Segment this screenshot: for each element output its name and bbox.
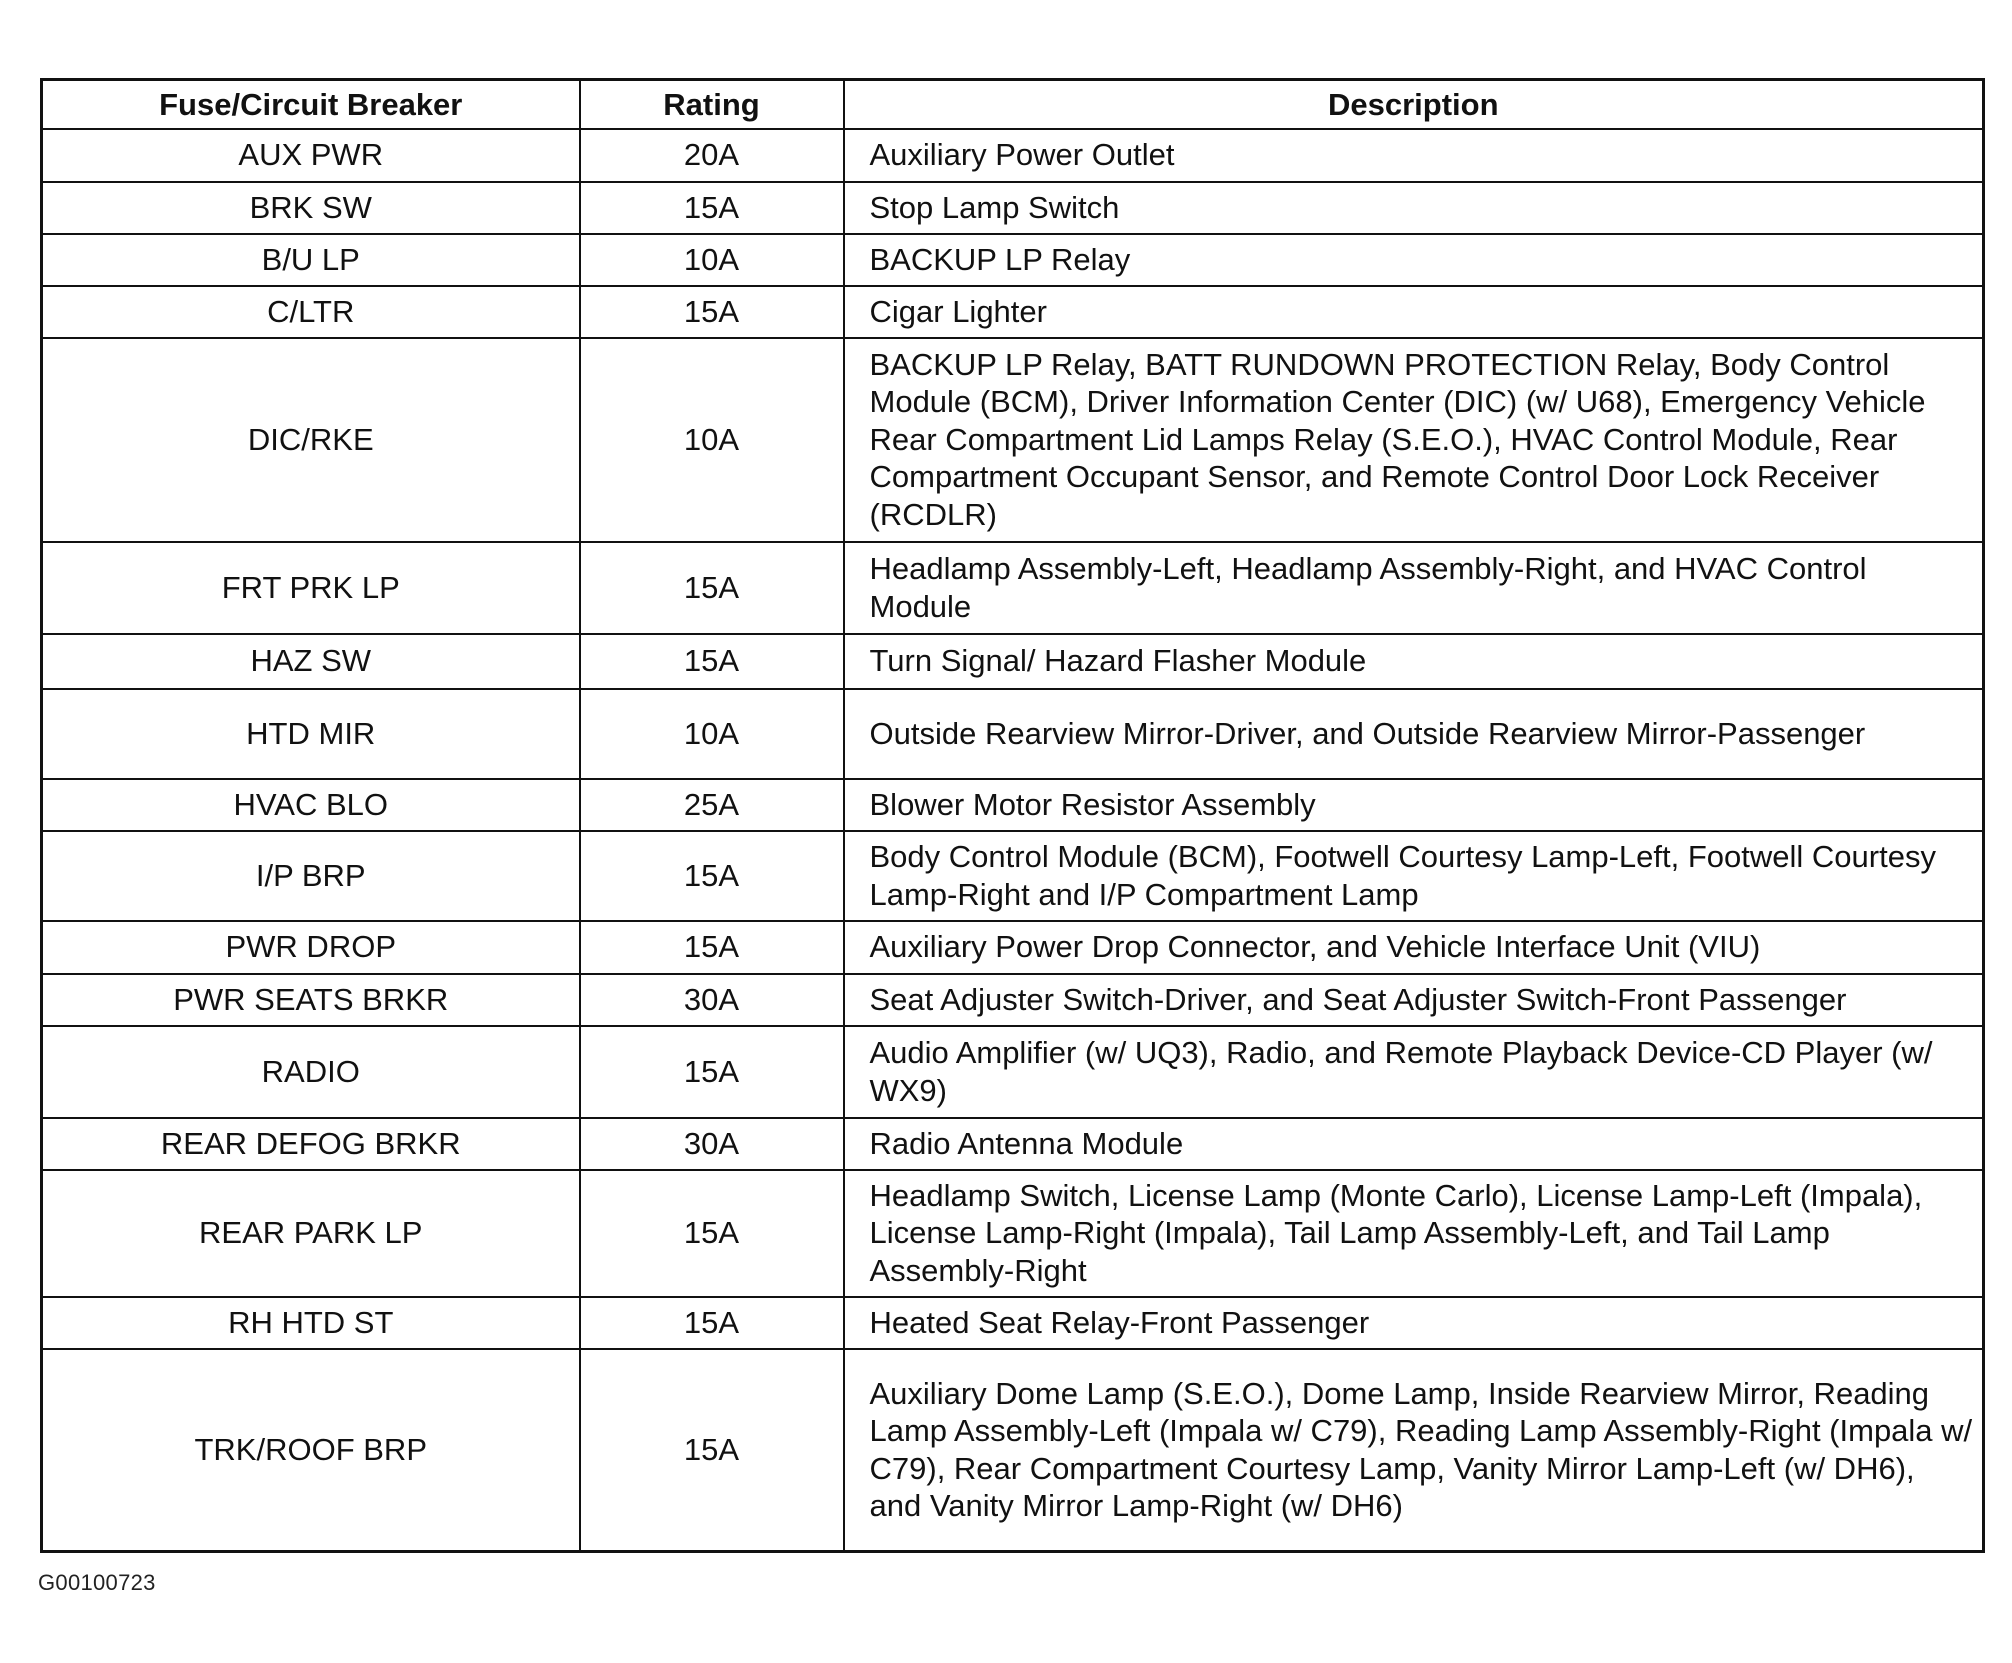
header-rating: Rating — [580, 80, 844, 129]
table-row — [42, 286, 1984, 338]
rating-cell: 25A — [580, 779, 844, 831]
description-cell: BACKUP LP Relay, BATT RUNDOWN PROTECTION Relay, Body Control Module (BCM), Driver Information Center (DIC) (w/ U68), Emergency Vehicle Rear Compartment Lid Lamps Relay (S.E.O.), HVAC Control Module, Rear Compartment Occupant Sensor, and Remote Control Door Lock Receiver (RCDLR) — [844, 338, 1984, 542]
description-cell: Seat Adjuster Switch-Driver, and Seat Adjuster Switch-Front Passenger — [844, 974, 1984, 1026]
fuse-cell: REAR PARK LP — [42, 1170, 580, 1297]
fuse-cell: HAZ SW — [42, 634, 580, 689]
description-cell: Stop Lamp Switch — [844, 182, 1984, 234]
rating-cell: 15A — [580, 542, 844, 634]
header-description: Description — [844, 80, 1984, 129]
description-cell: Auxiliary Dome Lamp (S.E.O.), Dome Lamp, Inside Rearview Mirror, Reading Lamp Assembly-Left (Impala w/ C79), Reading Lamp Assembly-Right (Impala w/ C79), Rear Compartment Courtesy Lamp, Vanity Mirror Lamp-Left (w/ DH6), and Vanity Mirror Lamp-Right (w/ DH6) — [844, 1349, 1984, 1552]
description-cell: BACKUP LP Relay — [844, 234, 1984, 286]
description-cell: Outside Rearview Mirror-Driver, and Outside Rearview Mirror-Passenger — [844, 689, 1984, 779]
description-cell: Blower Motor Resistor Assembly — [844, 779, 1984, 831]
fuse-cell: BRK SW — [42, 182, 580, 234]
description-cell: Body Control Module (BCM), Footwell Courtesy Lamp-Left, Footwell Courtesy Lamp-Right and I/P Compartment Lamp — [844, 831, 1984, 921]
table-row — [42, 921, 1984, 974]
fuse-cell: HTD MIR — [42, 689, 580, 779]
rating-cell: 10A — [580, 338, 844, 542]
table-row — [42, 1170, 1984, 1297]
fuse-cell: TRK/ROOF BRP — [42, 1349, 580, 1552]
rating-cell: 10A — [580, 234, 844, 286]
table-row — [42, 831, 1984, 921]
rating-cell: 20A — [580, 129, 844, 182]
fuse-cell: FRT PRK LP — [42, 542, 580, 634]
table-row — [42, 1297, 1984, 1349]
description-cell: Radio Antenna Module — [844, 1118, 1984, 1170]
rating-cell: 15A — [580, 831, 844, 921]
table-row — [42, 1349, 1984, 1552]
rating-cell: 15A — [580, 286, 844, 338]
rating-cell: 30A — [580, 1118, 844, 1170]
fuse-cell: RH HTD ST — [42, 1297, 580, 1349]
rating-cell: 15A — [580, 921, 844, 974]
table-row — [42, 1026, 1984, 1118]
table-row — [42, 634, 1984, 689]
rating-cell: 15A — [580, 634, 844, 689]
table-row — [42, 182, 1984, 234]
description-cell: Headlamp Assembly-Left, Headlamp Assembly-Right, and HVAC Control Module — [844, 542, 1984, 634]
header-fuse: Fuse/Circuit Breaker — [42, 80, 580, 129]
rating-cell: 30A — [580, 974, 844, 1026]
fuse-cell: C/LTR — [42, 286, 580, 338]
rating-cell: 15A — [580, 1026, 844, 1118]
table-row — [42, 234, 1984, 286]
table-row — [42, 1118, 1984, 1170]
fuse-cell: PWR SEATS BRKR — [42, 974, 580, 1026]
table-row — [42, 779, 1984, 831]
rating-cell: 15A — [580, 1170, 844, 1297]
table-row — [42, 338, 1984, 542]
table-row — [42, 689, 1984, 779]
description-cell: Auxiliary Power Drop Connector, and Vehicle Interface Unit (VIU) — [844, 921, 1984, 974]
rating-cell: 15A — [580, 182, 844, 234]
figure-id: G00100723 — [38, 1570, 156, 1595]
fuse-cell: PWR DROP — [42, 921, 580, 974]
fuse-cell: AUX PWR — [42, 129, 580, 182]
description-cell: Auxiliary Power Outlet — [844, 129, 1984, 182]
rating-cell: 10A — [580, 689, 844, 779]
header-row — [42, 80, 1984, 129]
description-cell: Audio Amplifier (w/ UQ3), Radio, and Remote Playback Device-CD Player (w/ WX9) — [844, 1026, 1984, 1118]
description-cell: Cigar Lighter — [844, 286, 1984, 338]
fuse-cell: REAR DEFOG BRKR — [42, 1118, 580, 1170]
rating-cell: 15A — [580, 1349, 844, 1552]
description-cell: Heated Seat Relay-Front Passenger — [844, 1297, 1984, 1349]
rating-cell: 15A — [580, 1297, 844, 1349]
table-row — [42, 974, 1984, 1026]
fuse-cell: I/P BRP — [42, 831, 580, 921]
description-cell: Turn Signal/ Hazard Flasher Module — [844, 634, 1984, 689]
fuse-cell: B/U LP — [42, 234, 580, 286]
table-row — [42, 542, 1984, 634]
fuse-cell: HVAC BLO — [42, 779, 580, 831]
fuse-table — [40, 78, 1985, 1553]
description-cell: Headlamp Switch, License Lamp (Monte Carlo), License Lamp-Left (Impala), License Lamp-Right (Impala), Tail Lamp Assembly-Left, and Tail Lamp Assembly-Right — [844, 1170, 1984, 1297]
fuse-cell: DIC/RKE — [42, 338, 580, 542]
fuse-cell: RADIO — [42, 1026, 580, 1118]
table-row — [42, 129, 1984, 182]
